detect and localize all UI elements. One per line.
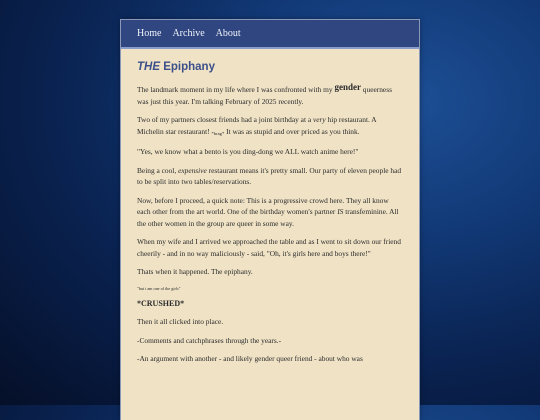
p4-text-b: restaurant means it's pretty small. Our party of eleven people had to be split into two tables/reservations. bbox=[137, 165, 402, 186]
paragraph-7: Thats when it happened. The epiphany. bbox=[137, 267, 253, 276]
p2-emphasis: very bbox=[313, 115, 326, 124]
paragraph-4 bbox=[137, 165, 403, 188]
nav-about-link[interactable]: About bbox=[215, 28, 241, 39]
p2-text-a: Two of my partners closest friends had a joint birthday at a bbox=[137, 115, 313, 124]
content-panel bbox=[121, 20, 419, 420]
p1-text-a: The landmark moment in my life where I was confronted with my bbox=[137, 85, 335, 94]
p4-emphasis: expensive bbox=[178, 165, 207, 175]
top-nav bbox=[121, 20, 419, 49]
paragraph-11: -Comments and catchphrases through the years.- bbox=[137, 335, 282, 345]
post-body bbox=[121, 49, 419, 365]
nav-archive-link[interactable]: Archive bbox=[172, 28, 205, 39]
paragraph-3: "Yes, we know what a bento is you ding-dong we ALL watch anime here!" bbox=[137, 147, 359, 156]
p4-text-a: Being a cool, bbox=[137, 165, 179, 175]
p5-emphasis: IS bbox=[337, 207, 344, 216]
paragraph-12: -An argument with another - and likely gender queer friend - about who was bbox=[137, 354, 363, 363]
p2-text-c: It was as stupid and over priced as you think. bbox=[224, 126, 360, 136]
p5-text-b: transfeminine. All the other women in the group are queer in some way. bbox=[137, 207, 399, 228]
paragraph-5 bbox=[137, 195, 403, 230]
title-rest: Epiphany bbox=[163, 61, 215, 73]
p2-tiny-text: *brag* bbox=[211, 130, 225, 136]
paragraph-8-small: "but i am one of the girls" bbox=[137, 285, 181, 291]
p2-text-b: hip restaurant. A Michelin star restaurant! bbox=[137, 115, 377, 136]
paragraph-6: When my wife and I arrived we approached the table and as I went to sit down our friend cheerily - and in no way maliciously - said, "Oh, it's girls here and boys there!" bbox=[137, 237, 401, 258]
post-title bbox=[137, 61, 403, 73]
paragraph-10: Then it all clicked into place. bbox=[137, 317, 224, 326]
nav-home-link[interactable]: Home bbox=[137, 28, 162, 39]
title-prefix: THE bbox=[137, 61, 160, 73]
p5-text-a: Now, before I proceed, a quick note: This is a progressive crowd here. They all know each other from the art world. One of the birthday women's partner bbox=[137, 195, 389, 216]
paragraph-1 bbox=[137, 82, 403, 107]
paragraph-9: *CRUSHED* bbox=[137, 298, 185, 308]
p1-text-b: queerness was just this year. I'm talking February of 2025 recently. bbox=[137, 85, 392, 106]
p1-big-word: gender bbox=[334, 82, 361, 92]
paragraph-2 bbox=[137, 114, 403, 139]
